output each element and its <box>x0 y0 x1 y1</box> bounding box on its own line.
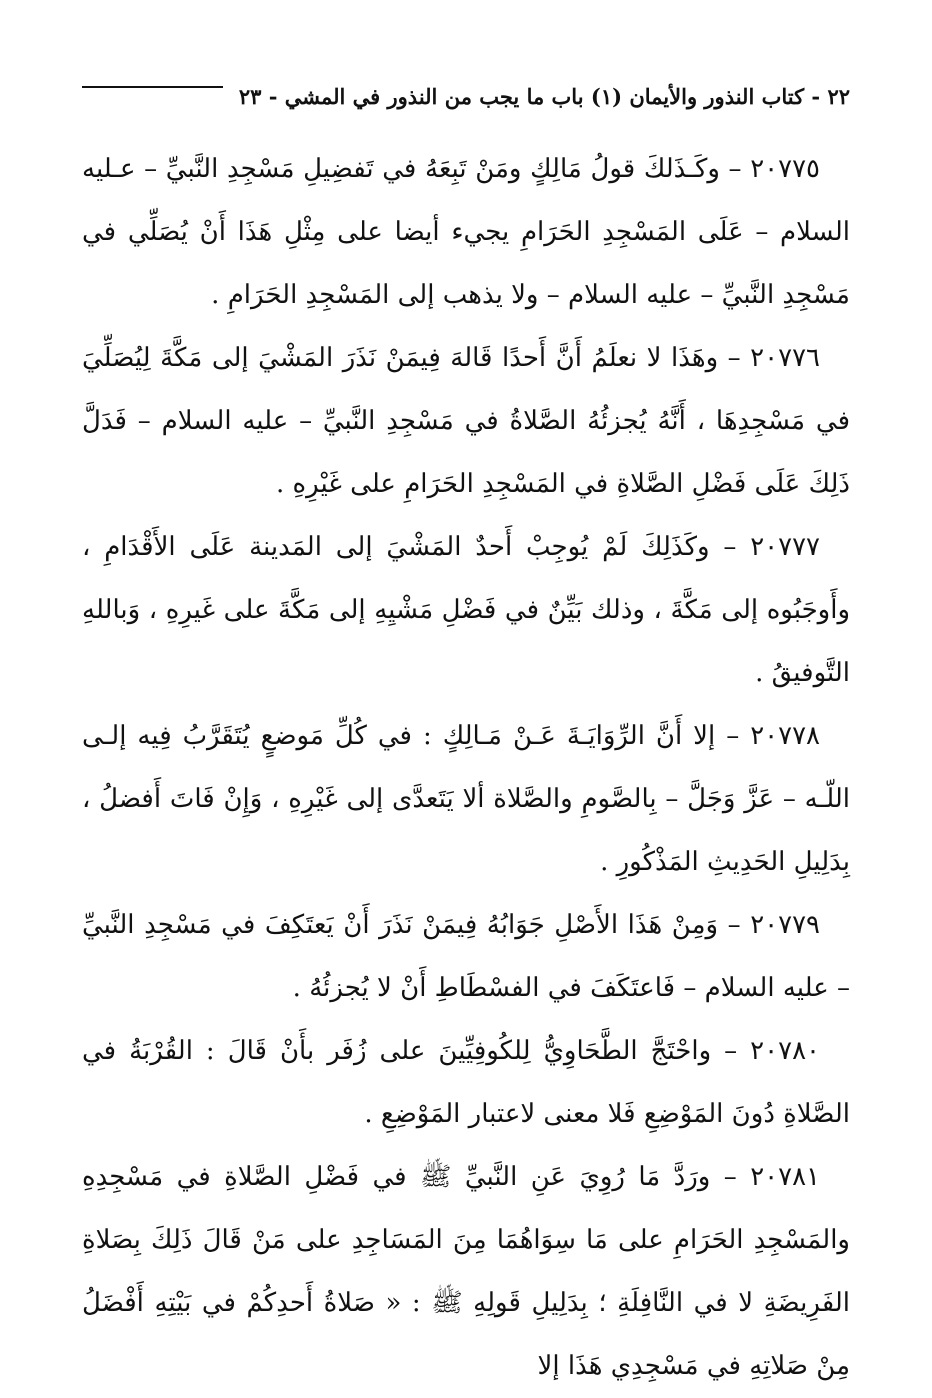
paragraph-20779 <box>82 894 850 1020</box>
body-text <box>82 138 850 1398</box>
running-header <box>82 80 850 114</box>
paragraph-20780 <box>82 1020 850 1146</box>
paragraph-number: ٢٠٧٨١ <box>750 1162 821 1192</box>
paragraph-text: – واحْتَجَّ الطَّحَاوِيُّ لِلكُوفِيِّينَ على زُفَر بأَنْ قَالَ : القُرْبَةُ في الصَّلاةِ دُونَ المَوْضِعِ فَلا معنى لاعتبار المَوْضِعِ . <box>82 1036 850 1129</box>
paragraph-20778 <box>82 705 850 894</box>
paragraph-text: – إلا أَنَّ الرِّوَايَـةَ عَـنْ مَـالِكٍ : في كُلِّ مَوضعٍ يُتَقَرَّبُ فِيه إلـى اللّـه – عَزَّ وَجَلَّ – بِالصَّومِ والصَّلاة ألا يَتَعدَّى إلى غَيْرِهِ ، وَإِنْ فَاتَ أَفضلُ ، بِدَلِيلِ الحَدِيثِ المَذْكُورِ . <box>82 721 850 877</box>
paragraph-number: ٢٠٧٧٥ <box>750 154 821 184</box>
paragraph-20776 <box>82 327 850 516</box>
paragraph-number: ٢٠٧٨٠ <box>750 1036 820 1066</box>
paragraph-text: – ورَدَّ مَا رُوِيَ عَنِ النَّبيِّ ﷺ في فَضْلِ الصَّلاةِ في مَسْجِدِهِ والمَسْجِدِ الحَرَامِ على مَا سِوَاهُمَا مِنَ المَسَاجِدِ على مَنْ قَالَ ذَلِكَ بِصَلاةِ الفَرِيضَةِ لا في النَّافِلَةِ ؛ بِدَلِيلِ قَولِهِ ﷺ : « صَلاةُ أَحدِكُمْ في بَيْتِهِ أَفْضَلُ مِنْ صَلاتِهِ في مَسْجِدِي هَذَا إلا <box>82 1162 850 1381</box>
paragraph-number: ٢٠٧٧٦ <box>750 343 820 373</box>
paragraph-text: – وَمِنْ هَذَا الأَصْلِ جَوَابُهُ فِيمَنْ نَذَرَ أَنْ يَعتَكِفَ في مَسْجِدِ النَّبيِّ – عليه السلام – فَاعتَكَفَ في الفسْطَاطِ أَنْ لا يُجزئُهُ . <box>82 910 850 1003</box>
paragraph-text: – وكَـذَلكَ قولُ مَالِكٍ ومَنْ تَبِعَهُ في تَفضِيلِ مَسْجِدِ النَّبيِّ – عـليه السلام – عَلَى المَسْجِدِ الحَرَامِ يجيء أيضا على مِثْلِ هَذَا أَنْ يُصَلِّي في مَسْجِدِ النَّبيِّ – عليه السلام – ولا يذهب إلى المَسْجِدِ الحَرَامِ . <box>82 154 850 310</box>
paragraph-number: ٢٠٧٧٧ <box>750 532 821 562</box>
paragraph-20781 <box>82 1146 850 1398</box>
header-title: ٢٢ - كتاب النذور والأيمان (١) باب ما يجب من النذور في المشي - ٢٣ <box>238 84 850 109</box>
paragraph-text: – وكَذَلِكَ لَمْ يُوجِبْ أَحدٌ المَشْيَ إلى المَدينة عَلَى الأَقْدَامِ ، وأَوجَبُوه إلى مَكَّةَ ، وذلك بَيِّنٌ في فَضْلِ مَشْيِهِ إلى مَكَّةَ على غَيرِهِ ، وَباللهِ التَّوفيقُ . <box>82 532 850 688</box>
paragraph-number: ٢٠٧٧٨ <box>750 721 821 751</box>
header-rule <box>82 86 223 88</box>
paragraph-text: – وهَذَا لا نعلَمُ أَنَّ أَحدًا قَالهَ فِيمَنْ نَذَرَ المَشْيَ إلى مَكَّةَ لِيُصَلِّيَ في مَسْجِدِهَا ، أَنَّهُ يُجزئُهُ الصَّلاةُ في مَسْجِدِ النَّبيِّ – عليه السلام – فَدَلَّ ذَلِكَ عَلَى فَضْلِ الصَّلاةِ في المَسْجِدِ الحَرَامِ على غَيْرِهِ . <box>82 343 850 499</box>
paragraph-20777 <box>82 516 850 705</box>
paragraph-number: ٢٠٧٧٩ <box>750 910 821 940</box>
paragraph-20775 <box>82 138 850 327</box>
